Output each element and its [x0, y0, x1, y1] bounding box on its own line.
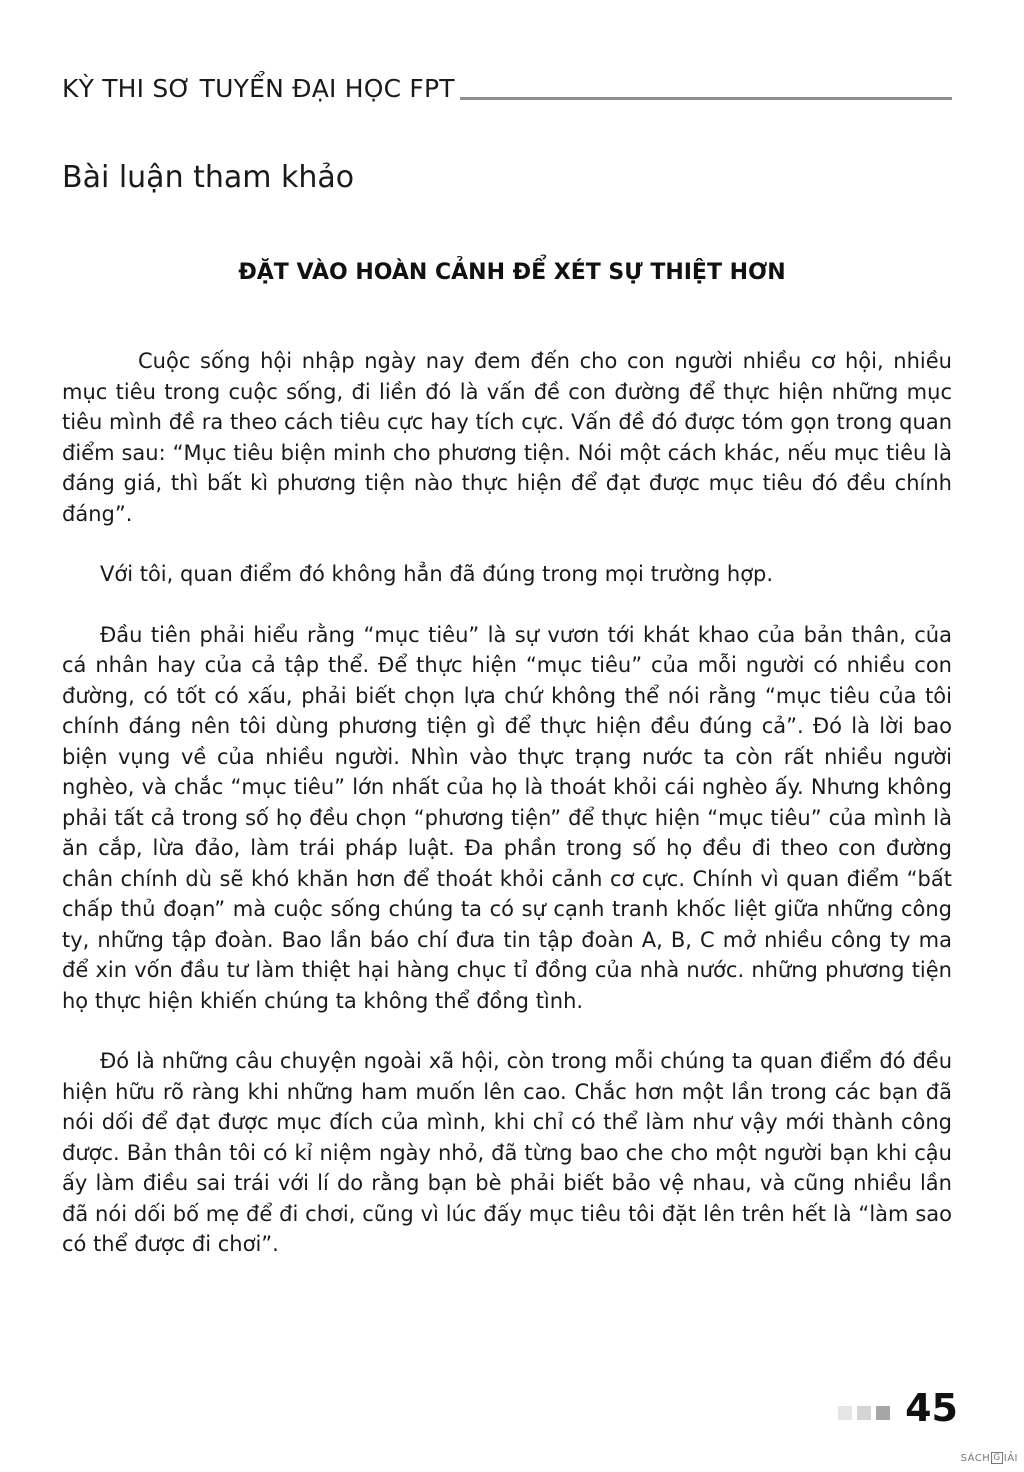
header-title: KỲ THI SƠ TUYỂN ĐẠI HỌC FPT [62, 74, 455, 103]
essay-body [62, 346, 952, 1290]
footer-square-medium [857, 1406, 871, 1420]
footer-decoration [838, 1406, 895, 1420]
watermark-logo [961, 1452, 1018, 1464]
page-number: 45 [905, 1386, 958, 1430]
watermark-box-letter: G [993, 1453, 1001, 1463]
footer-square-light [838, 1406, 852, 1420]
page-footer [838, 1385, 958, 1431]
paragraph-4: Đó là những câu chuyện ngoài xã hội, còn trong mỗi chúng ta quan điểm đó đều hiện hữu rõ ràng khi những ham muốn lên cao. Chắc hơn một lần trong các bạn đã nói dối để đạt được mục đích của mình, khi chỉ có thể làm như vậy mới thành công được. Bản thân tôi có kỉ niệm ngày nhỏ, đã từng bao che cho một người bạn khi cậu ấy làm điều sai trái với lí do rằng bạn bè phải biết bảo vệ nhau, và cũng nhiều lần đã nói dối bố mẹ để đi chơi, cũng vì lúc đấy mục tiêu tôi đặt lên trên hết là “làm sao có thể được đi chơi”. [62, 1049, 952, 1256]
page-header [62, 74, 952, 114]
footer-square-dark [876, 1406, 890, 1420]
essay-title: ĐẶT VÀO HOÀN CẢNH ĐỂ XÉT SỰ THIỆT HƠN [238, 260, 786, 285]
section-title: Bài luận tham khảo [62, 160, 355, 195]
paragraph-3: Đầu tiên phải hiểu rằng “mục tiêu” là sự vươn tới khát khao của bản thân, của cá nhân hay của cả tập thể. Để thực hiện “mục tiêu” của mỗi người có nhiều con đường, có tốt có xấu, phải biết chọn lựa chứ không thể nói rằng “mục tiêu của tôi chính đáng nên tôi dùng phương tiện gì để thực hiện đều đúng cả”. Đó là lời bao biện vụng về của nhiều người. Nhìn vào thực trạng nước ta còn rất nhiều người nghèo, và chắc “mục tiêu” lớn nhất của họ là thoát khỏi cái nghèo ấy. Nhưng không phải tất cả trong số họ đều chọn “phương tiện” để thực hiện “mục tiêu” của mình là ăn cắp, lừa đảo, làm trái pháp luật. Đa phần trong số họ đều đi theo con đường chân chính dù sẽ khó khăn hơn để thoát khỏi cảnh cơ cực. Chính vì quan điểm “bất chấp thủ đoạn” mà cuộc sống chúng ta có sự cạnh tranh khốc liệt giữa những công ty, những tập đoàn. Bao lần báo chí đưa tin tập đoàn A, B, C mở nhiều công ty ma để xin vốn đầu tư làm thiệt hại hàng chục tỉ đồng của nhà nước. những phương tiện họ thực hiện khiến chúng ta không thể đồng tình. [62, 622, 952, 1013]
paragraph-2: Với tôi, quan điểm đó không hẳn đã đúng trong mọi trường hợp. [100, 562, 774, 586]
watermark-text-right: IẢI [1003, 1452, 1018, 1464]
paragraph-1: Cuộc sống hội nhập ngày nay đem đến cho con người nhiều cơ hội, nhiều mục tiêu trong cuộc sống, đi liền đó là vấn đề con đường để thực hiện những mục tiêu mình đề ra theo cách tiêu cực hay tích cực. Vấn đề đó được tóm gọn trong quan điểm sau: “Mục tiêu biện minh cho phương tiện. Nói một cách khác, nếu mục tiêu là đáng giá, thì bất kì phương tiện nào thực hiện để đạt được mục tiêu đó đều chính đáng”. [62, 349, 952, 526]
watermark-text-left: SÁCH [960, 1452, 991, 1464]
header-rule [460, 97, 952, 100]
